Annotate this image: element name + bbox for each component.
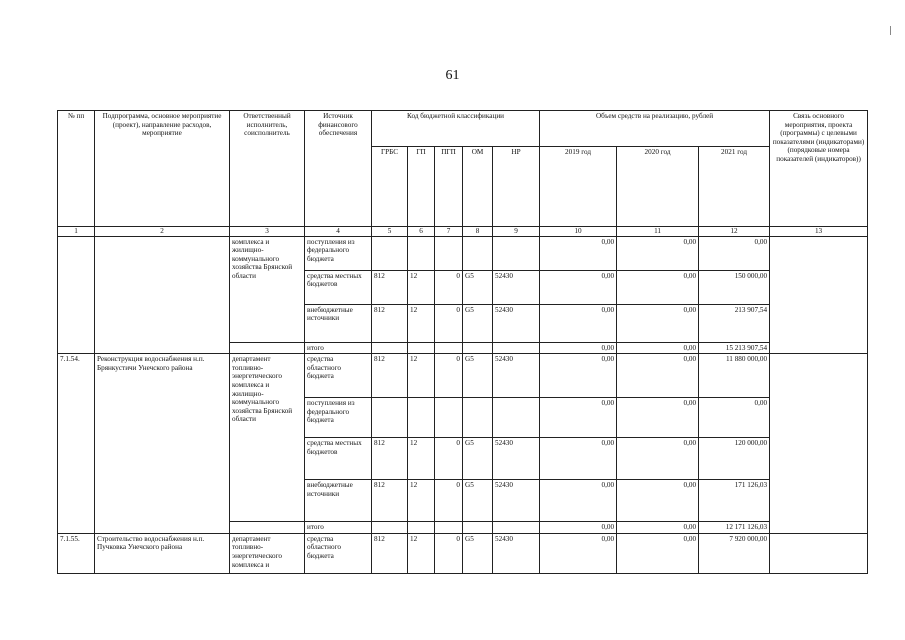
total-y2019: 0,00 <box>540 522 617 534</box>
row-source: внебюджетные источники <box>305 480 372 522</box>
total-responsible <box>230 522 305 534</box>
col-index: 13 <box>770 227 868 237</box>
total-gp <box>408 522 435 534</box>
row-y2019: 0,00 <box>540 398 617 438</box>
row-nr: 52430 <box>493 354 540 398</box>
row-gp: 12 <box>408 438 435 480</box>
total-om <box>463 522 493 534</box>
row-om: G5 <box>463 480 493 522</box>
row-name: Реконструкция водоснабжения н.п. Брянкустичи Унечского района <box>95 354 230 534</box>
col-index: 6 <box>408 227 435 237</box>
row-source: средства местных бюджетов <box>305 438 372 480</box>
total-y2020: 0,00 <box>617 522 699 534</box>
row-y2020: 0,00 <box>617 236 699 270</box>
row-source: внебюджетные источники <box>305 304 372 342</box>
header-num: № пп <box>58 111 95 227</box>
row-gp: 12 <box>408 304 435 342</box>
row-y2019: 0,00 <box>540 304 617 342</box>
col-index: 12 <box>699 227 770 237</box>
header-y2021: 2021 год <box>699 147 770 227</box>
row-y2019: 0,00 <box>540 438 617 480</box>
column-index-row <box>58 227 868 237</box>
row-y2019: 0,00 <box>540 533 617 573</box>
row-gp: 12 <box>408 480 435 522</box>
table-row <box>58 354 868 398</box>
header-grbs: ГРБС <box>372 147 408 227</box>
row-y2020: 0,00 <box>617 304 699 342</box>
row-y2019: 0,00 <box>540 270 617 304</box>
row-om: G5 <box>463 304 493 342</box>
row-nr: 52430 <box>493 480 540 522</box>
row-pgp: 0 <box>435 304 463 342</box>
total-y2020: 0,00 <box>617 342 699 354</box>
table-row <box>58 236 868 270</box>
row-nr: 52430 <box>493 270 540 304</box>
row-nr: 52430 <box>493 304 540 342</box>
row-nr: 52430 <box>493 438 540 480</box>
row-om: G5 <box>463 533 493 573</box>
total-grbs <box>372 342 408 354</box>
header-source: Источник финансового обеспечения <box>305 111 372 227</box>
row-y2020: 0,00 <box>617 270 699 304</box>
row-grbs: 812 <box>372 480 408 522</box>
row-responsible: департамент топливно-энергетического комплекса и жилищно-коммунального хозяйства Брянской области <box>230 354 305 522</box>
row-source: средства местных бюджетов <box>305 270 372 304</box>
row-y2021: 171 126,03 <box>699 480 770 522</box>
total-pgp <box>435 522 463 534</box>
row-number: 7.1.54. <box>58 354 95 534</box>
row-gp <box>408 236 435 270</box>
header-pgp: ПГП <box>435 147 463 227</box>
total-responsible <box>230 342 305 354</box>
row-number <box>58 236 95 354</box>
col-index: 1 <box>58 227 95 237</box>
row-grbs: 812 <box>372 438 408 480</box>
row-y2021: 213 907,54 <box>699 304 770 342</box>
corner-mark <box>890 26 891 35</box>
row-y2020: 0,00 <box>617 398 699 438</box>
row-pgp: 0 <box>435 354 463 398</box>
row-pgp: 0 <box>435 438 463 480</box>
row-grbs: 812 <box>372 304 408 342</box>
row-name: Строительство водоснабжения н.п. Пучковка Унечского района <box>95 533 230 573</box>
row-y2021: 120 000,00 <box>699 438 770 480</box>
row-source: средства областного бюджета <box>305 354 372 398</box>
row-pgp <box>435 236 463 270</box>
header-link: Связь основного мероприятия, проекта (программы) с целевыми показателями (индикаторами) (порядковые номера показателей (индикаторов)) <box>770 111 868 227</box>
row-y2021: 150 000,00 <box>699 270 770 304</box>
row-om <box>463 398 493 438</box>
total-label: итого <box>305 522 372 534</box>
row-y2020: 0,00 <box>617 438 699 480</box>
row-responsible: комплекса и жилищно-коммунального хозяйства Брянской области <box>230 236 305 342</box>
total-gp <box>408 342 435 354</box>
page-number: 61 <box>445 68 460 83</box>
col-index: 9 <box>493 227 540 237</box>
row-pgp: 0 <box>435 533 463 573</box>
row-y2021: 7 920 000,00 <box>699 533 770 573</box>
total-nr <box>493 522 540 534</box>
row-pgp <box>435 398 463 438</box>
row-nr: 52430 <box>493 533 540 573</box>
row-grbs <box>372 236 408 270</box>
header-gp: ГП <box>408 147 435 227</box>
row-om: G5 <box>463 438 493 480</box>
col-index: 3 <box>230 227 305 237</box>
header-responsible: Ответственный исполнитель, соисполнитель <box>230 111 305 227</box>
col-index: 8 <box>463 227 493 237</box>
row-grbs <box>372 398 408 438</box>
col-index: 5 <box>372 227 408 237</box>
budget-table <box>57 110 868 574</box>
row-grbs: 812 <box>372 270 408 304</box>
row-gp: 12 <box>408 270 435 304</box>
header-nr: НР <box>493 147 540 227</box>
row-om <box>463 236 493 270</box>
total-nr <box>493 342 540 354</box>
col-index: 11 <box>617 227 699 237</box>
total-om <box>463 342 493 354</box>
col-index: 2 <box>95 227 230 237</box>
header-y2019: 2019 год <box>540 147 617 227</box>
header-y2020: 2020 год <box>617 147 699 227</box>
total-y2021: 12 171 126,03 <box>699 522 770 534</box>
row-link <box>770 533 868 573</box>
col-index: 10 <box>540 227 617 237</box>
header-om: ОМ <box>463 147 493 227</box>
table-row <box>58 533 868 573</box>
row-source: средства областного бюджета <box>305 533 372 573</box>
row-pgp: 0 <box>435 270 463 304</box>
total-pgp <box>435 342 463 354</box>
row-number: 7.1.55. <box>58 533 95 573</box>
row-grbs: 812 <box>372 354 408 398</box>
row-y2020: 0,00 <box>617 533 699 573</box>
header-row-1 <box>58 111 868 147</box>
row-link <box>770 354 868 534</box>
row-source: поступления из федерального бюджета <box>305 236 372 270</box>
header-subprogram: Подпрограмма, основное мероприятие (проект), направление расходов, мероприятие <box>95 111 230 227</box>
row-y2019: 0,00 <box>540 480 617 522</box>
row-link <box>770 236 868 354</box>
row-y2020: 0,00 <box>617 480 699 522</box>
total-y2021: 15 213 907,54 <box>699 342 770 354</box>
total-grbs <box>372 522 408 534</box>
total-y2019: 0,00 <box>540 342 617 354</box>
total-label: итого <box>305 342 372 354</box>
row-name <box>95 236 230 354</box>
row-om: G5 <box>463 270 493 304</box>
row-nr <box>493 398 540 438</box>
col-index: 7 <box>435 227 463 237</box>
row-gp: 12 <box>408 354 435 398</box>
row-responsible: департамент топливно-энергетического комплекса и <box>230 533 305 573</box>
row-y2021: 11 880 000,00 <box>699 354 770 398</box>
row-gp: 12 <box>408 533 435 573</box>
row-y2019: 0,00 <box>540 236 617 270</box>
row-pgp: 0 <box>435 480 463 522</box>
row-om: G5 <box>463 354 493 398</box>
row-y2021: 0,00 <box>699 398 770 438</box>
row-grbs: 812 <box>372 533 408 573</box>
row-y2021: 0,00 <box>699 236 770 270</box>
row-source: поступления из федерального бюджета <box>305 398 372 438</box>
header-volume: Объем средств на реализацию, рублей <box>540 111 770 147</box>
row-gp <box>408 398 435 438</box>
col-index: 4 <box>305 227 372 237</box>
row-nr <box>493 236 540 270</box>
row-y2020: 0,00 <box>617 354 699 398</box>
row-y2019: 0,00 <box>540 354 617 398</box>
header-budget-code: Код бюджетной классификации <box>372 111 540 147</box>
